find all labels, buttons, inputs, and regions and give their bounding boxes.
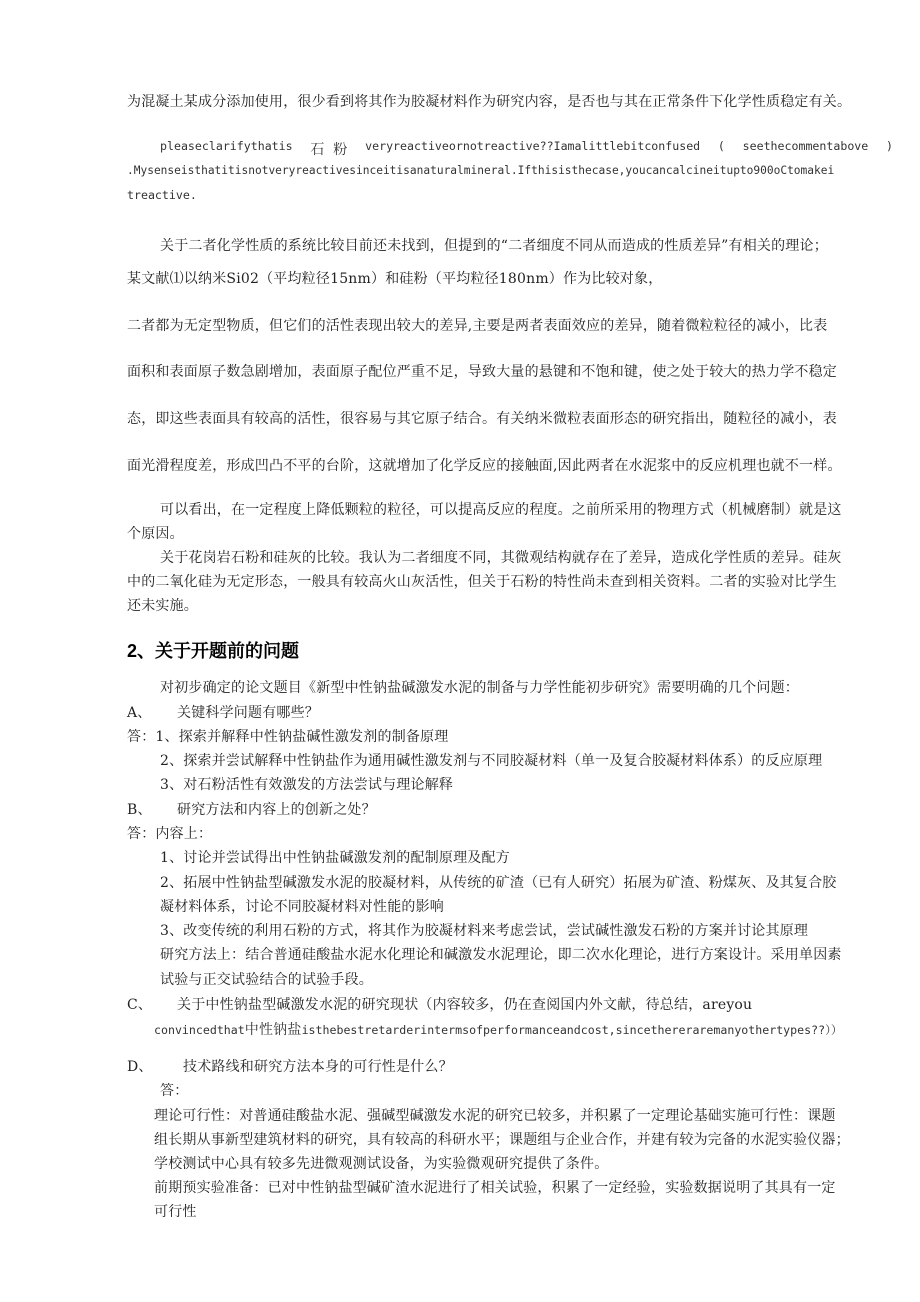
answer-line: 答：内容上： xyxy=(127,826,213,842)
reviewer-comment-line: .Mysenseisthatitisnotveryreactivesinceitisanaturalmineral.Ifthisisthecase,youcancalcineituptо900oCtomakei xyxy=(127,164,835,177)
question-label: A、 xyxy=(127,705,152,721)
comment-text: 中性钠盐 xyxy=(244,1022,302,1038)
comment-text: pleaseclarifythatis xyxy=(160,139,293,153)
answer-line: 可行性 xyxy=(154,1204,197,1220)
paragraph-line: 个原因。 xyxy=(127,526,184,542)
reviewer-comment-line: treactive. xyxy=(127,188,197,202)
answer-line: 答：1、探索并解释中性钠盐碱性激发剂的制备原理 xyxy=(127,729,449,745)
paragraph-line: 为混凝土某成分添加使用，很少看到将其作为胶凝材料作为研究内容，是否也与其在正常条件下化学性质稳定有关。 xyxy=(127,94,852,110)
answer-line: 研究方法上：结合普通硅酸盐水泥水化理论和碱激发水泥理论，即二次水化理论，进行方案设计。采用单因素 xyxy=(160,947,842,963)
question-label: B、 xyxy=(127,802,152,818)
comment-text: convincedthat xyxy=(154,1023,245,1037)
answer-line: 2、探索并尝试解释中性钠盐作为通用碱性激发剂与不同胶凝材料（单一及复合胶凝材料体系）的反应原理 xyxy=(160,753,823,769)
paragraph-line: 对初步确定的论文题目《新型中性钠盐碱激发水泥的制备与力学性能初步研究》需要明确的几个问题： xyxy=(160,680,799,696)
comment-text: seethecommentabove xyxy=(742,139,869,153)
question-text: 关键科学问题有哪些？ xyxy=(177,705,319,721)
answer-line: 3、对石粉活性有效激发的方法尝试与理论解释 xyxy=(160,777,454,793)
answer-line: 组长期从事新型建筑材料的研究，具有较高的科研水平；课题组与企业合作，并建有较为完备的水泥实验仪器； xyxy=(154,1132,850,1148)
reviewer-comment-line xyxy=(154,1019,842,1039)
comment-text: 石 粉 xyxy=(310,142,348,158)
answer-line: 凝材料体系，讨论不同胶凝材料对性能的影响 xyxy=(160,899,444,915)
comment-text: ) xyxy=(886,139,893,153)
comment-text: veryreactiveornotreactive??Iamalittlebitconfused xyxy=(365,139,701,153)
question-label: D、 xyxy=(127,1059,153,1075)
question-text: 研究方法和内容上的创新之处？ xyxy=(177,802,376,818)
paragraph-line: 态，即这些表面具有较高的活性，很容易与其它原子结合。有关纳米微粒表面形态的研究指出，随粒径的减小，表 xyxy=(127,411,837,427)
answer-line: 理论可行性：对普通硅酸盐水泥、强碱型碱激发水泥的研究已较多，并积累了一定理论基础实施可行性：课题 xyxy=(154,1108,836,1124)
paragraph-line: 中的二氧化硅为无定形态，一般具有较高火山灰活性，但关于石粉的特性尚未查到相关资料。二者的实验对比学生 xyxy=(127,574,837,590)
comment-text: ( xyxy=(717,139,725,153)
paragraph-line: 面光滑程度差，形成凹凸不平的台阶，这就增加了化学反应的接触面,因此两者在水泥浆中的反应机理也就不一样。 xyxy=(127,458,842,474)
answer-line: 学校测试中心具有较多先进微观测试设备，为实验微观研究提供了条件。 xyxy=(154,1156,609,1172)
question-text: 技术路线和研究方法本身的可行性是什么？ xyxy=(183,1059,453,1075)
answer-line: 答： xyxy=(160,1083,189,1099)
paragraph-line: 关于花岗岩石粉和硅灰的比较。我认为二者细度不同，其微观结构就存在了差异，造成化学性质的差异。硅灰 xyxy=(160,550,842,566)
paragraph-line: 某文献⑴以纳米Si02（平均粒径15nm）和硅粉（平均粒径180nm）作为比较对象， xyxy=(127,271,663,287)
section-heading: 2、关于开题前的问题 xyxy=(127,641,300,661)
answer-line: 前期预实验准备：已对中性钠盐型碱矿渣水泥进行了相关试验，积累了一定经验，实验数据说明了其具有一定 xyxy=(154,1180,836,1196)
paragraph-line: 关于二者化学性质的系统比较目前还未找到，但提到的“二者细度不同从而造成的性质差异”有相关的理论； xyxy=(160,238,828,254)
paragraph-line: 还未实施。 xyxy=(127,598,198,614)
answer-line: 1、讨论并尝试得出中性钠盐碱激发剂的配制原理及配方 xyxy=(160,850,510,866)
answer-line: 试验与正交试验结合的试验手段。 xyxy=(160,972,373,988)
answer-line: 3、改变传统的利用石粉的方式，将其作为胶凝材料来考虑尝试，尝试碱性激发石粉的方案并讨论其原理 xyxy=(160,923,809,939)
answer-line: 2、拓展中性钠盐型碱激发水泥的胶凝材料，从传统的矿渣（已有人研究）拓展为矿渣、粉煤灰、及其复合胶 xyxy=(160,875,837,891)
question-text: 关于中性钠盐型碱激发水泥的研究现状（内容较多，仍在查阅国内外文献，待总结，areyou xyxy=(177,997,753,1013)
reviewer-comment-line xyxy=(160,139,893,159)
paragraph-line: 可以看出，在一定程度上降低颗粒的粒径，可以提高反应的程度。之前所采用的物理方式（机械磨制）就是这 xyxy=(160,502,842,518)
paragraph-line: 面积和表面原子数急剧增加，表面原子配位严重不足，导致大量的悬键和不饱和键，使之处于较大的热力学不稳定 xyxy=(127,364,837,380)
question-label: C、 xyxy=(127,997,153,1013)
comment-text: isthebestretarderintermsofperformanceandcost,sincethereraremanyothertypes??）） xyxy=(301,1023,843,1037)
paragraph-line: 二者都为无定型物质，但它们的活性表现出较大的差异,主要是两者表面效应的差异，随着微粒粒径的减小，比表 xyxy=(127,318,828,334)
